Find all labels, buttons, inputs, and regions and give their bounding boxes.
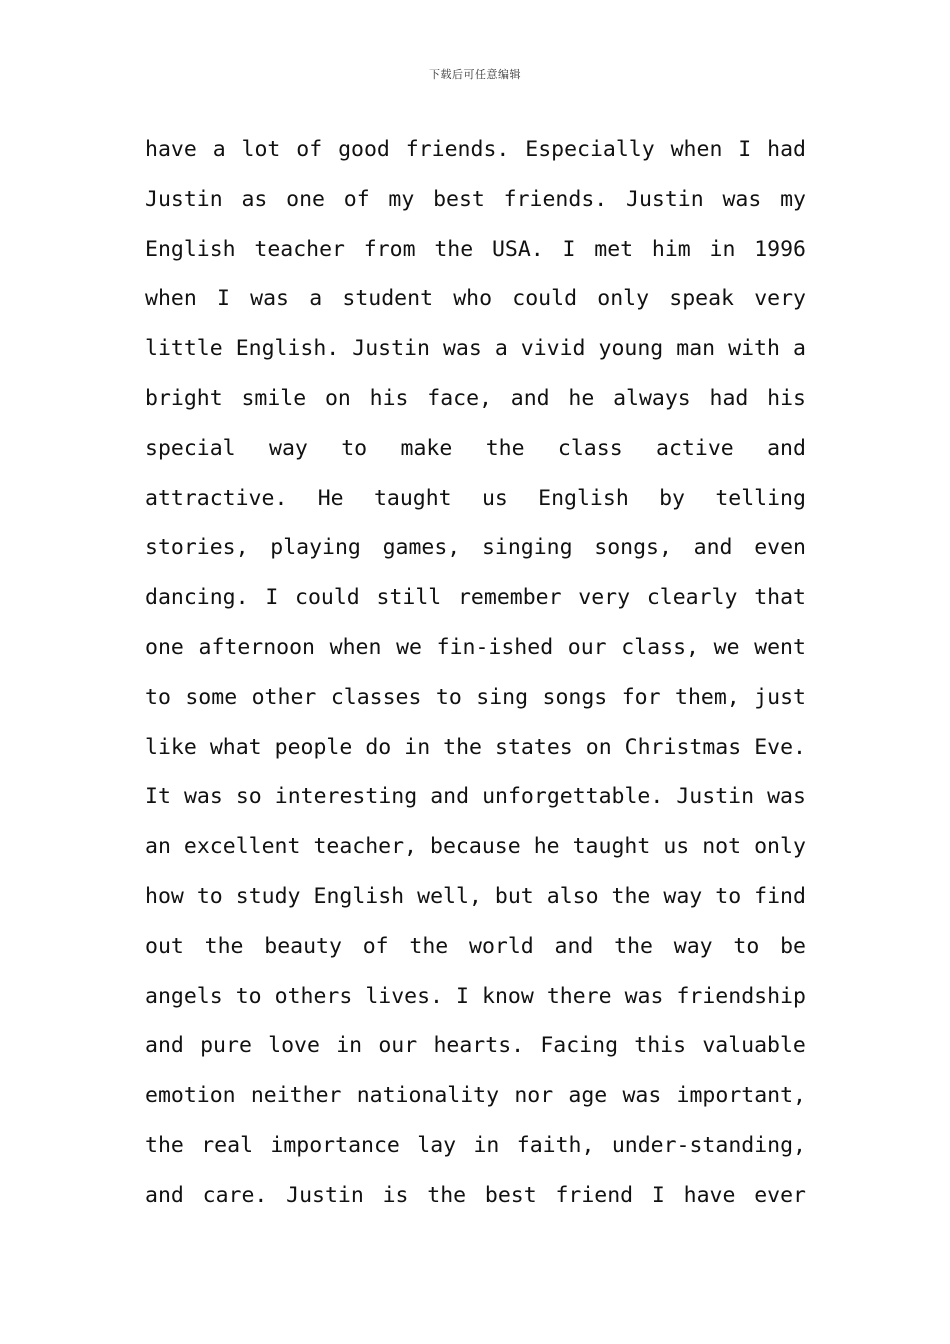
word: Facing (540, 1033, 619, 1059)
word: was (183, 784, 223, 810)
word: under-standing, (611, 1132, 806, 1158)
word: had (767, 137, 806, 162)
word: on (585, 734, 612, 760)
essay-body (145, 125, 806, 1221)
word: valuable (702, 1033, 806, 1059)
word: do (365, 734, 392, 760)
word: way (673, 933, 713, 959)
word: and (510, 385, 550, 411)
word: Christmas (624, 734, 742, 760)
word: important, (676, 1083, 806, 1109)
word: our (567, 634, 607, 660)
word: in (404, 734, 431, 760)
text-line (145, 1121, 806, 1171)
word: friend (555, 1182, 634, 1208)
word: USA. (491, 236, 544, 262)
word: a (792, 336, 806, 362)
word: neither (250, 1083, 342, 1109)
word: find (754, 883, 806, 909)
text-line (145, 922, 806, 972)
word: him (651, 236, 691, 262)
word: Eve. (754, 734, 806, 760)
word: not (702, 834, 742, 860)
word: telling (715, 485, 806, 511)
text-line (145, 673, 806, 723)
word: student (342, 286, 434, 312)
word: only (754, 834, 806, 860)
word: well, (417, 883, 482, 909)
word: English (313, 883, 405, 909)
word: real (201, 1132, 254, 1158)
text-line (145, 872, 806, 922)
word: afternoon (198, 634, 315, 660)
word: other (251, 684, 317, 710)
word: and (430, 784, 470, 810)
word: a (309, 286, 323, 312)
word: class (557, 435, 623, 461)
word: singing (481, 535, 573, 561)
word: songs, (594, 535, 672, 561)
word: to (145, 684, 171, 710)
word: so (235, 784, 262, 810)
word: fin-ished (436, 634, 554, 660)
word: Justin (676, 784, 755, 810)
word: the (485, 435, 525, 461)
word: the (611, 883, 651, 909)
word: friends. (405, 137, 510, 162)
text-line (145, 175, 806, 225)
word: on (324, 385, 351, 411)
word: I (265, 585, 279, 611)
text-line (145, 822, 806, 872)
text-line (145, 424, 806, 474)
word: English (145, 236, 236, 262)
word: man (676, 336, 716, 362)
word: I (456, 983, 469, 1009)
word: clearly (646, 585, 738, 611)
word: the (427, 1182, 467, 1208)
word: because (430, 834, 521, 860)
word: games, (382, 535, 461, 561)
word: active (656, 435, 734, 461)
word: English (538, 485, 629, 511)
word: my (388, 186, 415, 212)
word: I (738, 137, 752, 162)
text-line (145, 474, 806, 524)
word: when (329, 634, 382, 660)
word: them, (675, 684, 740, 710)
word: interesting (274, 784, 418, 810)
word: class, (621, 634, 699, 660)
word: care. (202, 1182, 268, 1208)
word: also (546, 883, 599, 909)
word: angels (145, 983, 223, 1009)
word: pure (200, 1033, 252, 1059)
word: in (709, 236, 736, 262)
word: young (598, 336, 664, 362)
word: world (469, 933, 534, 959)
word: to (235, 983, 262, 1009)
word: he (568, 385, 595, 411)
word: in (473, 1132, 500, 1158)
word: make (400, 435, 453, 461)
word: was (250, 286, 290, 312)
text-line (145, 623, 806, 673)
word: was (722, 186, 762, 212)
word: how (145, 883, 184, 909)
word: and (693, 535, 733, 561)
word: taught (373, 485, 452, 511)
word: by (659, 485, 685, 511)
word: was (622, 1083, 662, 1109)
text-line (145, 324, 806, 374)
word: could (512, 286, 578, 312)
word: face, (427, 385, 492, 411)
word: was (767, 784, 806, 810)
word: study (235, 883, 301, 909)
word: of (362, 933, 389, 959)
word: be (780, 933, 806, 959)
word: lives. (365, 983, 443, 1009)
word: ever (754, 1182, 806, 1208)
word: bright (145, 385, 223, 411)
word: attractive. (145, 485, 288, 511)
word: could (295, 585, 360, 611)
word: only (597, 286, 650, 312)
word: still (376, 585, 442, 611)
word: Especially (525, 137, 655, 162)
word: to (435, 684, 462, 710)
word: very (578, 585, 631, 611)
word: teacher, (313, 834, 418, 860)
word: in (336, 1033, 363, 1059)
word: faith, (516, 1132, 595, 1158)
text-line (145, 573, 806, 623)
word: as (241, 186, 268, 212)
text-line (145, 972, 806, 1022)
word: my (780, 186, 806, 212)
word: to (341, 435, 368, 461)
word: is (382, 1182, 409, 1208)
text-line (145, 723, 806, 773)
word: songs (542, 684, 608, 710)
word: the (434, 236, 474, 262)
word: like (145, 734, 197, 760)
word: the (409, 933, 449, 959)
word: beauty (264, 933, 342, 959)
text-line (145, 225, 806, 275)
word: people (274, 734, 353, 760)
text-line (145, 374, 806, 424)
word: states (495, 734, 573, 760)
word: teacher (254, 236, 345, 262)
word: importance (270, 1132, 400, 1158)
text-line (145, 1071, 806, 1121)
word: a (494, 336, 508, 362)
word: the (614, 933, 653, 959)
word: when (670, 137, 723, 162)
word: had (709, 385, 749, 411)
word: his (369, 385, 409, 411)
word: excellent (183, 834, 301, 860)
word: of (343, 186, 370, 212)
word: age (568, 1083, 608, 1109)
word: when (145, 286, 197, 312)
word: I (217, 286, 230, 312)
word: stories, (145, 535, 249, 561)
word: very (754, 286, 806, 312)
word: I (651, 1182, 665, 1208)
word: sing (476, 684, 529, 710)
word: out (145, 933, 184, 959)
word: to (715, 883, 742, 909)
text-line (145, 523, 806, 573)
word: one (145, 634, 184, 660)
word: It (145, 784, 171, 810)
word: what (209, 734, 262, 760)
word: best (433, 186, 485, 212)
word: smile (241, 385, 307, 411)
word: nationality (356, 1083, 500, 1109)
word: I (562, 236, 576, 262)
word: there (546, 983, 612, 1009)
word: one (286, 186, 325, 212)
word: of (296, 137, 323, 162)
word: have (145, 137, 197, 162)
word: this (634, 1033, 687, 1059)
word: was (624, 983, 664, 1009)
word: little (145, 336, 223, 362)
word: nor (514, 1083, 554, 1109)
word: us (663, 834, 690, 860)
page-header: 下载后可任意编辑 (429, 68, 521, 81)
word: know (482, 983, 534, 1009)
word: lay (417, 1132, 457, 1158)
word: friends. (503, 186, 608, 212)
word: met (594, 236, 634, 262)
word: our (378, 1033, 418, 1059)
text-line (145, 1021, 806, 1071)
word: way (663, 883, 703, 909)
word: have (683, 1182, 736, 1208)
word: remember (457, 585, 562, 611)
word: Justin (626, 186, 704, 212)
text-line (145, 772, 806, 822)
word: taught (572, 834, 651, 860)
word: some (185, 684, 238, 710)
word: dancing. (145, 585, 249, 611)
word: we (396, 634, 422, 660)
text-line (145, 125, 806, 175)
word: and (145, 1182, 184, 1208)
word: to (733, 933, 760, 959)
word: special (145, 435, 236, 461)
word: with (728, 336, 780, 362)
word: and (145, 1033, 184, 1059)
word: the (204, 933, 244, 959)
text-line (145, 1171, 806, 1221)
word: and (554, 933, 594, 959)
word: vivid (520, 336, 586, 362)
word: 1996 (754, 236, 806, 262)
word: from (363, 236, 416, 262)
word: English. (235, 336, 340, 362)
word: emotion (145, 1083, 236, 1109)
word: the (145, 1132, 184, 1158)
text-line (145, 274, 806, 324)
word: Justin (145, 186, 223, 212)
word: hearts. (433, 1033, 525, 1059)
word: others (274, 983, 353, 1009)
word: the (443, 734, 483, 760)
word: Justin (352, 336, 430, 362)
word: us (481, 485, 508, 511)
word: who (453, 286, 493, 312)
word: was (442, 336, 482, 362)
word: and (767, 435, 806, 461)
word: lot (241, 137, 281, 162)
word: good (338, 137, 390, 162)
word: that (754, 585, 806, 611)
word: playing (270, 535, 361, 561)
word: just (754, 684, 806, 710)
word: he (533, 834, 560, 860)
word: even (754, 535, 806, 561)
word: speak (669, 286, 734, 312)
word: we (713, 634, 740, 660)
word: He (317, 485, 344, 511)
word: his (767, 385, 806, 411)
word: best (484, 1182, 537, 1208)
word: always (613, 385, 691, 411)
word: Justin (286, 1182, 364, 1208)
word: way (269, 435, 308, 461)
word: friendship (676, 983, 806, 1009)
word: love (268, 1033, 320, 1059)
word: went (754, 634, 806, 660)
word: unforgettable. (482, 784, 664, 810)
word: to (196, 883, 223, 909)
word: for (621, 684, 661, 710)
word: a (212, 137, 226, 162)
word: classes (330, 684, 422, 710)
word: an (145, 834, 171, 860)
word: but (494, 883, 534, 909)
